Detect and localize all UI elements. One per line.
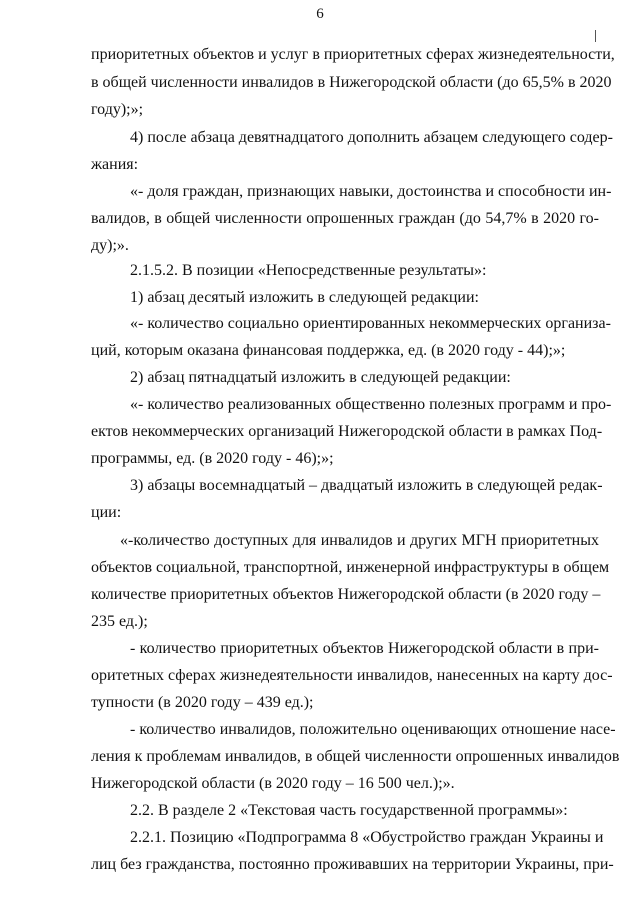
text-line: 3) абзацы восемнадцатый – двадцатый изложить в следующей редак- xyxy=(130,477,603,494)
text-line: программы, ед. (в 2020 году - 46);»; xyxy=(91,450,334,467)
text-line: 235 ед.); xyxy=(91,613,148,630)
text-line: году);»; xyxy=(91,101,144,118)
text-line: 4) после абзаца девятнадцатого дополнить абзацем следующего содер- xyxy=(130,129,613,146)
page-number: 6 xyxy=(316,6,324,22)
text-line: тупности (в 2020 году – 439 ед.); xyxy=(91,694,314,711)
text-line: приоритетных объектов и услуг в приоритетных сферах жизнедеятельности, xyxy=(91,46,615,63)
text-line: валидов, в общей численности опрошенных граждан (до 54,7% в 2020 го- xyxy=(91,210,599,227)
text-line: оритетных сферах жизнедеятельности инвалидов, нанесенных на карту дос- xyxy=(91,667,613,684)
text-line: 2) абзац пятнадцатый изложить в следующей редакции: xyxy=(130,369,511,386)
text-line: 2.2. В разделе 2 «Текстовая часть государственной программы»: xyxy=(130,802,568,819)
margin-mark xyxy=(595,30,596,42)
text-line: - количество приоритетных объектов Нижегородской области в при- xyxy=(130,640,599,657)
text-line: количестве приоритетных объектов Нижегородской области (в 2020 году – xyxy=(91,586,601,603)
text-line: «- доля граждан, признающих навыки, достоинства и способности ин- xyxy=(130,183,612,200)
text-line: жания: xyxy=(91,156,139,173)
text-line: 2.1.5.2. В позиции «Непосредственные результаты»: xyxy=(130,262,487,279)
text-line: Нижегородской области (в 2020 году – 16 500 чел.);». xyxy=(91,775,455,792)
text-line: ций, которым оказана финансовая поддержка, ед. (в 2020 году - 44);»; xyxy=(91,342,566,359)
text-line: ления к проблемам инвалидов, в общей численности опрошенных инвалидов xyxy=(91,748,620,765)
text-line: «-количество доступных для инвалидов и других МГН приоритетных xyxy=(120,532,599,549)
text-line: - количество инвалидов, положительно оценивающих отношение насе- xyxy=(130,721,616,738)
text-line: ектов некоммерческих организаций Нижегородской области в рамках Под- xyxy=(91,423,603,440)
text-line: 2.2.1. Позицию «Подпрограмма 8 «Обустройство граждан Украины и xyxy=(130,829,604,846)
text-line: ции: xyxy=(91,504,122,521)
text-line: ду);». xyxy=(91,237,129,254)
text-line: «- количество реализованных общественно полезных программ и про- xyxy=(130,396,612,413)
text-line: объектов социальной, транспортной, инженерной инфраструктуры в общем xyxy=(91,559,610,576)
text-line: в общей численности инвалидов в Нижегородской области (до 65,5% в 2020 xyxy=(91,74,612,91)
text-line: лиц без гражданства, постоянно проживавших на территории Украины, при- xyxy=(91,856,614,873)
text-line: «- количество социально ориентированных некоммерческих организа- xyxy=(130,315,611,332)
text-line: 1) абзац десятый изложить в следующей редакции: xyxy=(130,289,479,306)
